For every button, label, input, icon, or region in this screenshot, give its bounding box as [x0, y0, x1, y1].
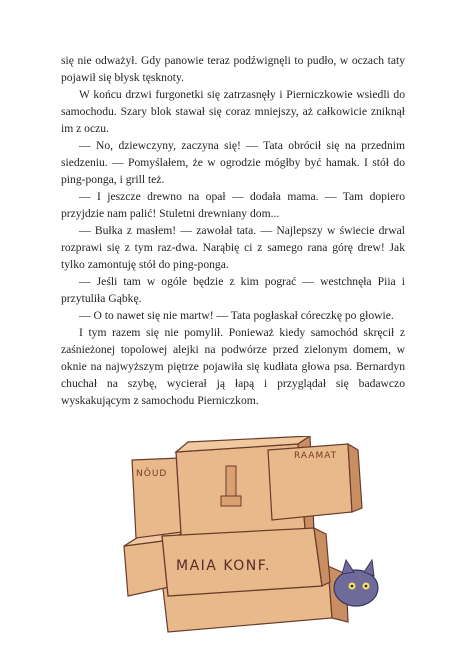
box-label-center: MAIA KONF. [176, 558, 271, 574]
paragraph: — Bułka z masłem! — zawołał tata. — Najlepszy w świecie drwal rozprawi się z tym raz-dwa. Narąbię ci z samego rana górę drew! Jak tylko zamontuję stół do ping-ponga. [61, 224, 405, 271]
paragraph: się nie odważył. Gdy panowie teraz podźwignęli to pudło, w oczach taty pojawił się błysk tęsknoty. [61, 54, 405, 84]
body-text [61, 52, 405, 409]
right-box [268, 444, 362, 520]
paragraph: I tym razem się nie pomylił. Ponieważ kiedy samochód skręcił z zaśnieżonej topolowej alejki na podwórze przed zielonym domem, w oknie na najwyższym piętrze pojawiła się kudłata głowa psa. Bernardyn chuchał na szybę, wycierał ją łapą i przyglądał się badawczo wyskakującym z samochodu Pierniczkom. [61, 326, 405, 407]
box-label-left: NÕUD [136, 469, 168, 479]
cat [334, 560, 378, 606]
labelled-box [162, 528, 330, 596]
paragraph: — No, dziewczyny, zaczyna się! — Tata obrócił się na przednim siedzeniu. — Pomyślałem, że w ogrodzie mógłby być hamak. I stół do ping-ponga, i grill też. [61, 139, 405, 186]
box-label-right: RAAMAT [294, 451, 338, 461]
boxes-drawing [118, 436, 398, 636]
paragraph: — O to nawet się nie martw! — Tata pogłaskał córeczkę po głowie. [79, 309, 394, 322]
paragraph: — Jeśli tam w ogóle będzie z kim pograć — westchnęła Piia i przytuliła Gąbkę. [61, 275, 405, 305]
paragraph: — I jeszcze drewno na opał — dodała mama. — Tam dopiero przyjdzie nam palić! Stuletni drewniany dom... [61, 190, 405, 220]
paragraph: W końcu drzwi furgonetki się zatrzasnęły i Pierniczkowie wsiedli do samochodu. Szary blok stawał się coraz mniejszy, aż całkowicie zniknął im z oczu. [61, 88, 405, 135]
boxes-illustration [118, 436, 398, 636]
